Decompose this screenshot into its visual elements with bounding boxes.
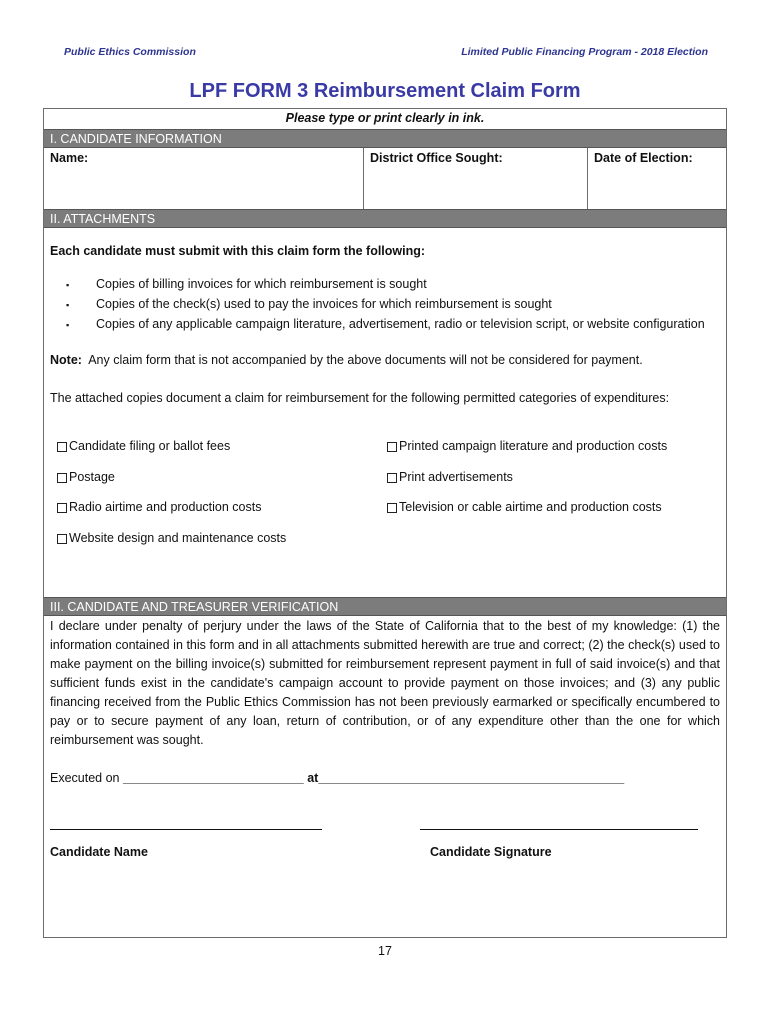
election-date-label: Date of Election:: [594, 151, 693, 165]
name-field[interactable]: [44, 148, 364, 209]
district-office-label: District Office Sought:: [370, 151, 503, 165]
categories-intro: The attached copies document a claim for reimbursement for the following permitted categories of expenditures:: [50, 391, 670, 405]
checkbox-icon[interactable]: [387, 503, 397, 513]
checkbox-icon[interactable]: [387, 473, 397, 483]
expenditure-categories: [57, 439, 717, 561]
attachments-list: [66, 275, 716, 335]
candidate-name-line[interactable]: [50, 829, 322, 830]
executed-date-blank[interactable]: __________________________: [122, 771, 304, 785]
bullet-icon: ▪: [66, 320, 70, 330]
form-instructions: Please type or print clearly in ink.: [285, 111, 485, 125]
district-office-field[interactable]: [364, 148, 588, 209]
attachments-note: [50, 351, 720, 370]
candidate-signature-line[interactable]: [420, 829, 698, 830]
checkbox-icon[interactable]: [57, 442, 67, 452]
executed-label: Executed on: [50, 771, 120, 785]
checkbox-radio[interactable]: Radio airtime and production costs: [57, 500, 387, 531]
checkbox-icon[interactable]: [57, 534, 67, 544]
bullet-icon: ▪: [66, 280, 70, 290]
form-container: [43, 108, 727, 938]
note-label: Note:: [50, 353, 82, 367]
bullet-icon: ▪: [66, 300, 70, 310]
checkbox-icon[interactable]: [387, 442, 397, 452]
checkbox-filing-fees[interactable]: Candidate filing or ballot fees: [57, 439, 387, 470]
executed-line: [50, 769, 720, 788]
list-item: ▪ Copies of billing invoices for which reimbursement is sought: [66, 275, 716, 295]
checkbox-television[interactable]: Television or cable airtime and production costs: [387, 500, 717, 531]
name-label: Name:: [50, 151, 89, 165]
header-agency: Public Ethics Commission: [64, 46, 196, 58]
executed-location-blank[interactable]: at____________________________________________: [307, 771, 625, 785]
candidate-info-row: [44, 148, 726, 209]
checkbox-printed-literature[interactable]: Printed campaign literature and production costs: [387, 439, 717, 470]
checkbox-icon[interactable]: [57, 473, 67, 483]
form-title: LPF FORM 3 Reimbursement Claim Form: [189, 80, 581, 102]
checkbox-postage[interactable]: Postage: [57, 470, 387, 501]
attachments-lead: Each candidate must submit with this claim form the following:: [50, 244, 426, 258]
note-text: Any claim form that is not accompanied by the above documents will not be considered for payment.: [88, 353, 643, 367]
header-program: Limited Public Financing Program - 2018 Election: [461, 46, 708, 58]
section-attachments-header: II. ATTACHMENTS: [44, 209, 726, 228]
section-verification-header: III. CANDIDATE AND TREASURER VERIFICATION: [44, 597, 726, 616]
list-item: ▪ Copies of the check(s) used to pay the invoices for which reimbursement is sought: [66, 295, 716, 315]
election-date-field[interactable]: [588, 148, 726, 209]
candidate-name-label: Candidate Name: [50, 845, 148, 859]
page-number: 17: [378, 944, 392, 958]
verification-statement: I declare under penalty of perjury under the laws of the State of California that to the best of my knowledge: (1) the information contained in this form and in all attachments submitted herewith are true and correct; (2) the check(s) used to make payment on the billing invoice(s) submitted for reimbursement represent payment in full of said invoice(s) and that sufficient funds exist in the candidate's campaign account to provide payment on those invoices; and (3) any public financing received from the Public Ethics Commission has not been previously earmarked or specifically encumbered to pay or to secure payment of any loan, return of contribution, or of any expenditure other than the one for which reimbursement was sought.: [50, 619, 720, 747]
checkbox-print-ads[interactable]: Print advertisements: [387, 470, 717, 501]
checkbox-icon[interactable]: [57, 503, 67, 513]
list-item: ▪ Copies of any applicable campaign literature, advertisement, radio or television script, or website configuration: [66, 315, 716, 335]
section-candidate-information-header: I. CANDIDATE INFORMATION: [44, 129, 726, 148]
checkbox-website[interactable]: Website design and maintenance costs: [57, 531, 389, 562]
candidate-signature-label: Candidate Signature: [430, 845, 552, 859]
